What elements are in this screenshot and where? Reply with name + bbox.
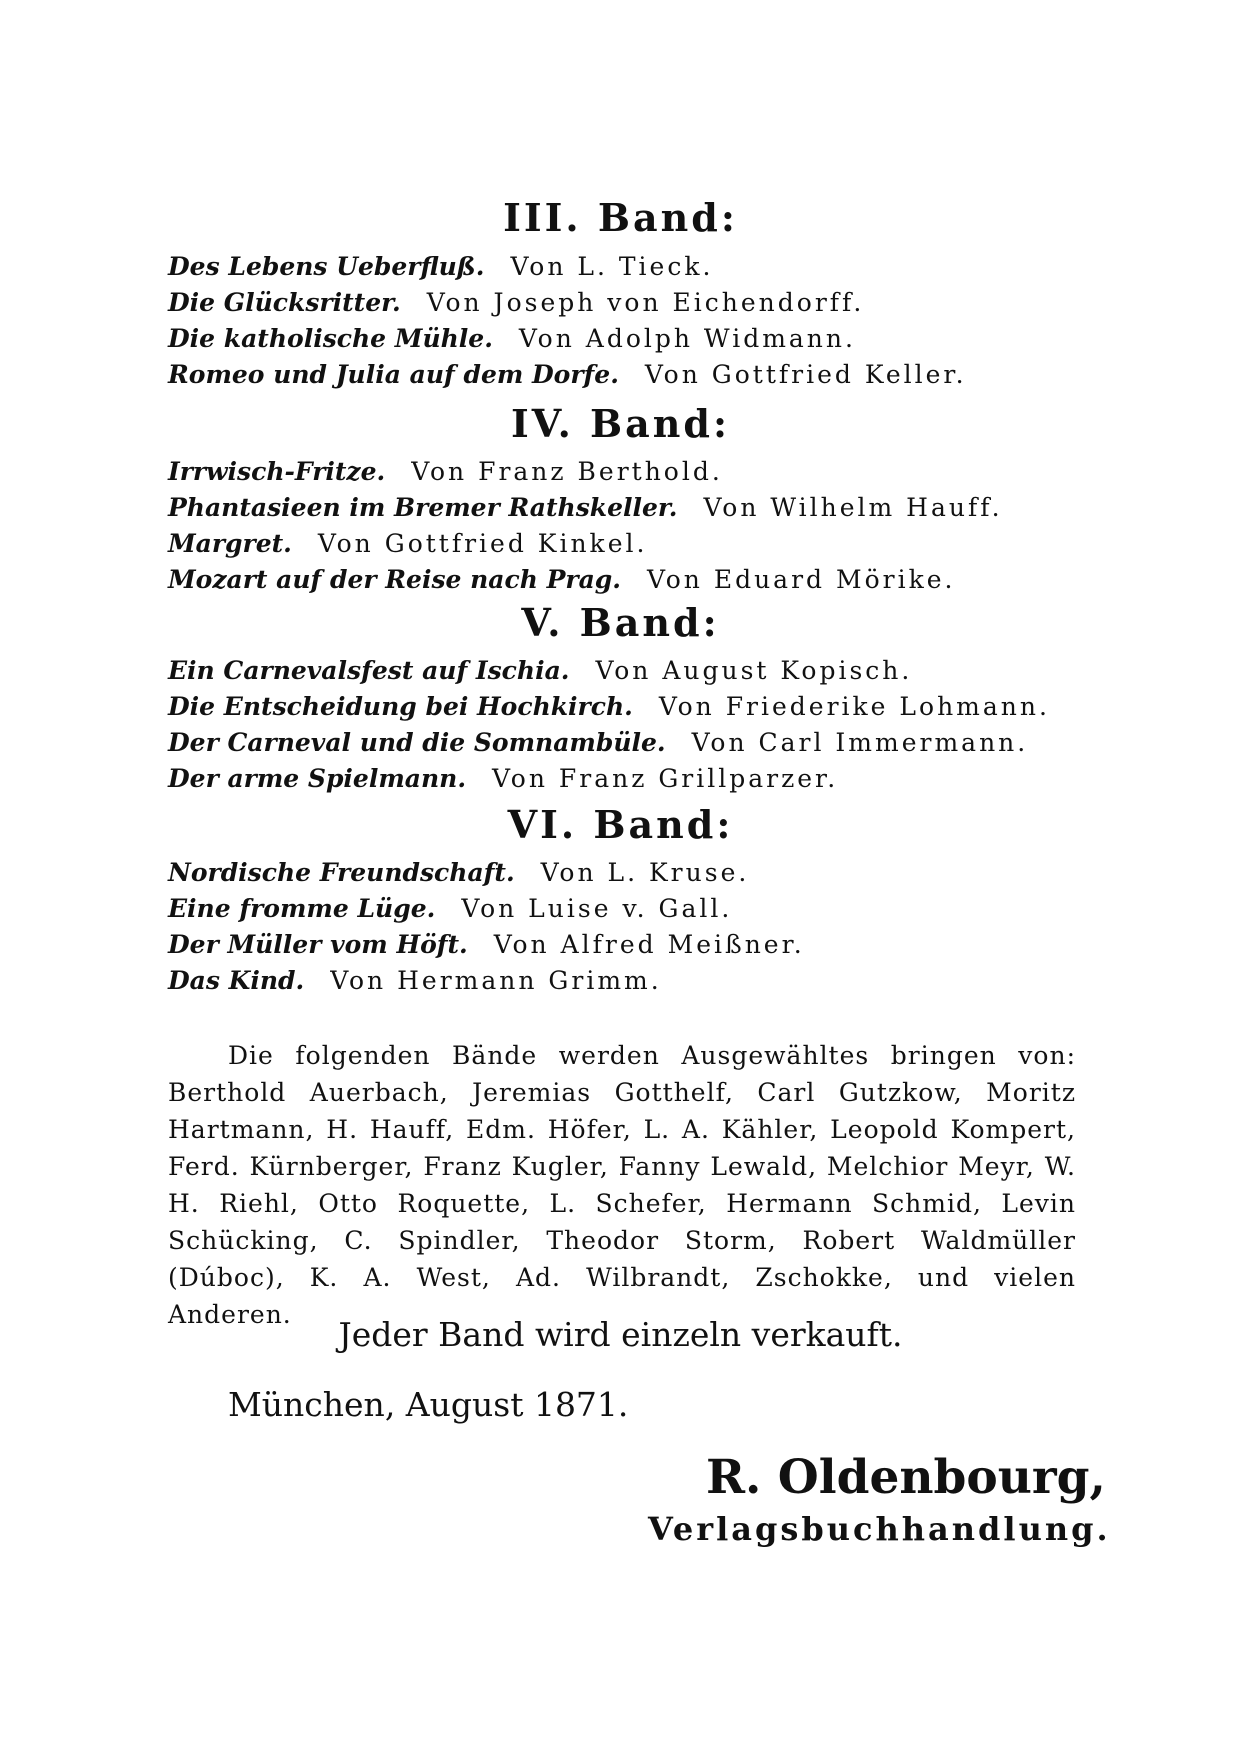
band-entry [168, 526, 1068, 562]
band-entry [168, 891, 1068, 927]
band-heading: IV. Band: [510, 401, 731, 446]
entry-title: Ein Carnevalsfest auf Ischia. [168, 656, 570, 685]
band-entry [168, 689, 1068, 725]
band-entry-list [168, 454, 1068, 598]
band-entry [168, 562, 1068, 598]
entry-title: Das Kind. [168, 966, 305, 995]
band-entry [168, 357, 1068, 393]
entry-author: Von Alfred Meißner. [493, 930, 805, 959]
entry-title: Mozart auf der Reise nach Prag. [168, 565, 621, 594]
band-entry [168, 725, 1068, 761]
entry-title: Die Glücksritter. [168, 288, 401, 317]
entry-title: Nordische Freundschaft. [168, 858, 515, 887]
band-heading: V. Band: [521, 600, 720, 645]
entry-title: Margret. [168, 529, 292, 558]
band-heading: VI. Band: [507, 802, 734, 847]
entry-author: Von Wilhelm Hauff. [703, 493, 1003, 522]
dateline: München, August 1871. [228, 1385, 629, 1424]
entry-title: Der arme Spielmann. [168, 764, 467, 793]
entry-title: Der Müller vom Höft. [168, 930, 468, 959]
entry-author: Von Friederike Lohmann. [658, 692, 1050, 721]
band-entry [168, 855, 1068, 891]
entry-author: Von Gottfried Keller. [644, 360, 967, 389]
band-entry [168, 927, 1068, 963]
sale-line: Jeder Band wird einzeln verkauft. [338, 1315, 903, 1354]
band-entry [168, 321, 1068, 357]
band-entry [168, 653, 1068, 689]
entry-author: Von Franz Grillparzer. [492, 764, 839, 793]
band-entry-list [168, 249, 1068, 393]
band-entry [168, 285, 1068, 321]
entry-author: Von Franz Berthold. [411, 457, 723, 486]
entry-title: Irrwisch-Fritze. [168, 457, 386, 486]
entry-author: Von Adolph Widmann. [518, 324, 856, 353]
entry-title: Romeo und Julia auf dem Dorfe. [168, 360, 619, 389]
entry-author: Von August Kopisch. [595, 656, 913, 685]
entry-title: Des Lebens Ueberfluß. [168, 252, 485, 281]
entry-author: Von Hermann Grimm. [330, 966, 662, 995]
band-entry [168, 963, 1068, 999]
entry-author: Von Joseph von Eichendorff. [426, 288, 865, 317]
publisher-name: R. Oldenbourg, [706, 1450, 1106, 1505]
entry-author: Von Gottfried Kinkel. [317, 529, 648, 558]
entry-title: Die katholische Mühle. [168, 324, 493, 353]
band-entry-list [168, 653, 1068, 797]
band-heading: III. Band: [503, 195, 738, 240]
band-entry-list [168, 855, 1068, 999]
entry-author: Von L. Kruse. [540, 858, 750, 887]
entry-author: Von L. Tieck. [510, 252, 714, 281]
band-entry [168, 490, 1068, 526]
entry-author: Von Carl Immermann. [691, 728, 1029, 757]
entry-title: Phantasieen im Bremer Rathskeller. [168, 493, 678, 522]
forthcoming-authors-note: Die folgenden Bände werden Ausgewähltes bringen von: Berthold Auerbach, Jeremias Gotthelf, Carl Gutzkow, Moritz Hartmann, H. Hauff, Edm. Höfer, L. A. Kähler, Leopold Kompert, Ferd. Kürnberger, Franz Kugler, Fanny Lewald, Melchior Meyr, W. H. Riehl, Otto Roquette, L. Schefer, Hermann Schmid, Levin Schücking, C. Spindler, Theodor Storm, Robert Waldmüller (Dúboc), K. A. West, Ad. Wilbrandt, Zschokke, und vielen Anderen. [168, 1041, 1076, 1329]
entry-author: Von Eduard Mörike. [646, 565, 956, 594]
band-entry [168, 761, 1068, 797]
band-entry [168, 454, 1068, 490]
entry-title: Die Entscheidung bei Hochkirch. [168, 692, 633, 721]
entry-author: Von Luise v. Gall. [461, 894, 733, 923]
entry-title: Eine fromme Lüge. [168, 894, 436, 923]
publisher-subtitle: Verlagsbuchhandlung. [648, 1510, 1111, 1548]
band-entry [168, 249, 1068, 285]
entry-title: Der Carneval und die Somnambüle. [168, 728, 666, 757]
